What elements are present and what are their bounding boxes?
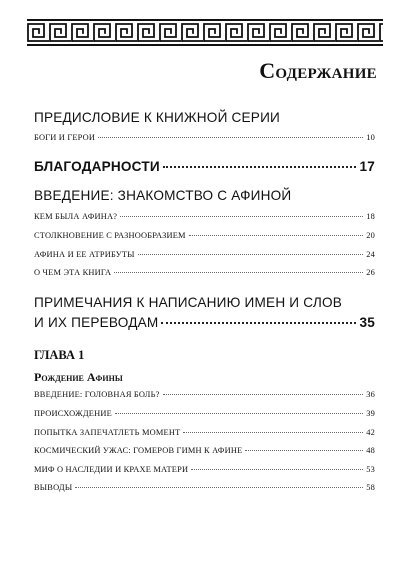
dot-leader bbox=[75, 487, 363, 488]
toc-entry[interactable]: КЕМ БЫЛА АФИНА? 18 bbox=[34, 212, 375, 221]
toc-entry[interactable]: О ЧЕМ ЭТА КНИГА 26 bbox=[34, 268, 375, 277]
dot-leader bbox=[245, 450, 363, 451]
dot-leader bbox=[163, 394, 364, 395]
chapter-title[interactable]: Рождение Афины bbox=[34, 370, 123, 384]
chapter-label: ГЛАВА 1 bbox=[34, 348, 85, 362]
dot-leader bbox=[138, 254, 364, 255]
toc-section-entry[interactable]: БЛАГОДАРНОСТИ 17 bbox=[34, 159, 375, 174]
toc-title: Содержание bbox=[259, 58, 377, 83]
toc-section-title[interactable]: ПРЕДИСЛОВИЕ К КНИЖНОЙ СЕРИИ bbox=[34, 110, 281, 125]
toc-entry[interactable]: КОСМИЧЕСКИЙ УЖАС: ГОМЕРОВ ГИМН К АФИНЕ 48 bbox=[34, 446, 375, 455]
toc-entry[interactable]: МИФ О НАСЛЕДИИ И КРАХЕ МАТЕРИ 53 bbox=[34, 465, 375, 474]
dot-leader bbox=[115, 413, 363, 414]
toc-entry[interactable]: СТОЛКНОВЕНИЕ С РАЗНООБРАЗИЕМ 20 bbox=[34, 231, 375, 240]
toc-section-title[interactable]: ВВЕДЕНИЕ: ЗНАКОМСТВО С АФИНОЙ bbox=[34, 188, 292, 203]
toc-entry[interactable]: АФИНА И ЕЕ АТРИБУТЫ 24 bbox=[34, 250, 375, 259]
toc-section-entry[interactable]: И ИХ ПЕРЕВОДАМ 35 bbox=[34, 315, 375, 330]
toc-entry[interactable]: БОГИ И ГЕРОИ 10 bbox=[34, 133, 375, 142]
dot-leader bbox=[191, 469, 363, 470]
dot-leader bbox=[183, 432, 363, 433]
dot-leader bbox=[189, 235, 364, 236]
dot-leader bbox=[114, 272, 363, 273]
toc-entry[interactable]: ПРОИСХОЖДЕНИЕ 39 bbox=[34, 409, 375, 418]
meander-pattern bbox=[27, 21, 383, 44]
dot-leader bbox=[161, 322, 356, 324]
toc-section-title-line1[interactable]: ПРИМЕЧАНИЯ К НАПИСАНИЮ ИМЕН И СЛОВ bbox=[34, 295, 342, 310]
dot-leader bbox=[98, 137, 363, 138]
dot-leader bbox=[120, 216, 363, 217]
toc-entry[interactable]: ПОПЫТКА ЗАПЕЧАТЛЕТЬ МОМЕНТ 42 bbox=[34, 428, 375, 437]
greek-key-border bbox=[27, 19, 383, 46]
dot-leader bbox=[163, 166, 357, 168]
toc-entry[interactable]: ВВЕДЕНИЕ: ГОЛОВНАЯ БОЛЬ? 36 bbox=[34, 390, 375, 399]
toc-entry[interactable]: ВЫВОДЫ 58 bbox=[34, 483, 375, 492]
